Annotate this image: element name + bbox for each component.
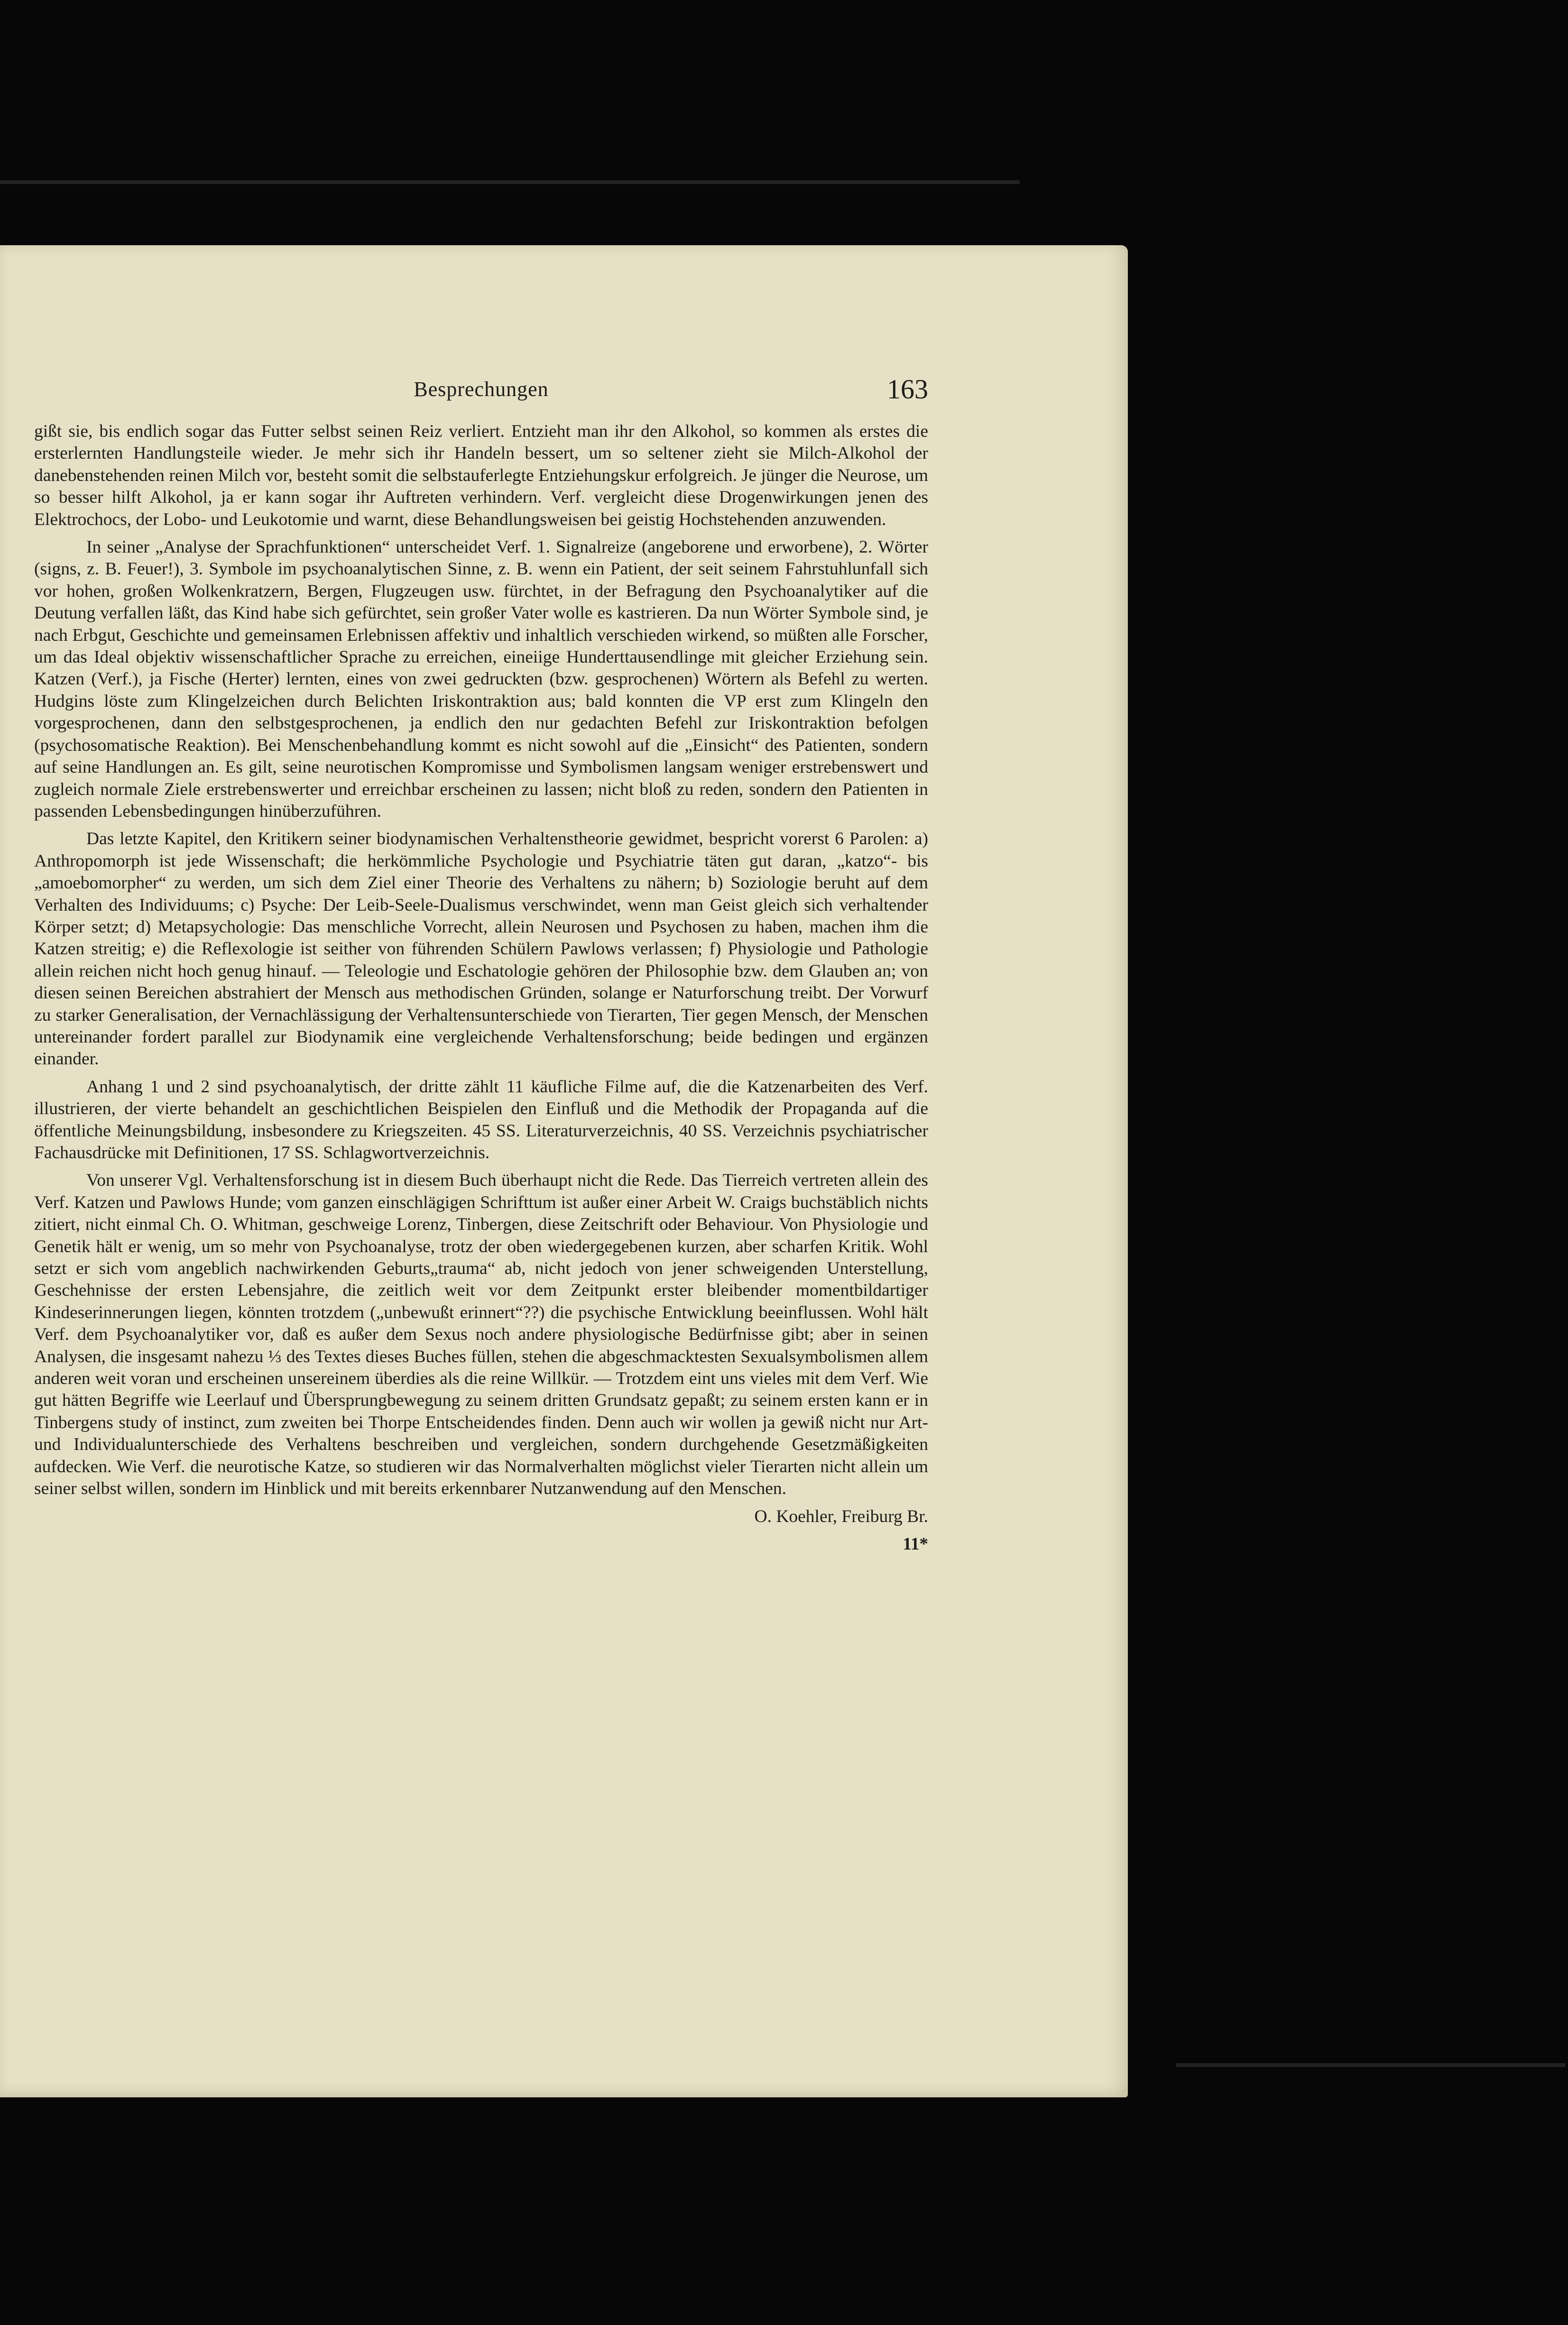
running-head [34, 373, 928, 411]
paragraph-4: Anhang 1 und 2 sind psychoanalytisch, der dritte zählt 11 käufliche Filme auf, die die Katzenarbeiten des Verf. illustrieren, der vierte behandelt an geschichtlichen Beispielen den Einfluß und die Methodik der Propaganda auf die öffentliche Meinungsbildung, insbesondere zu Kriegszeiten. 45 SS. Literaturverzeichnis, 40 SS. Verzeichnis psychiatrischer Fachausdrücke mit Definitionen, 17 SS. Schlagwortverzeichnis. [34, 1077, 928, 1162]
paragraph-1: gißt sie, bis endlich sogar das Futter selbst seinen Reiz verliert. Entzieht man ihr den Alkohol, so kommen als erstes die ersterlernten Handlungsteile wieder. Je mehr sich ihr Handeln bessert, um so seltener zieht sie Milch-Alkohol der danebenstehenden reinen Milch vor, besteht somit die selbstauferlegte Entziehungskur erfolgreich. Je jünger die Neurose, um so besser hilft Alkohol, ja er kann sogar ihr Auftreten verhindern. Verf. vergleicht diese Drogenwirkungen jenen des Elektrochocs, der Lobo- und Leukotomie und warnt, diese Behandlungsweisen bei geistig Hochstehenden anzuwenden. [34, 422, 928, 529]
signature-mark: 11* [903, 1534, 928, 1554]
paragraph-3: Das letzte Kapitel, den Kritikern seiner biodynamischen Verhaltenstheorie gewidmet, bespricht vorerst 6 Parolen: a) Anthropomorph ist jede Wissenschaft; die herkömmliche Psychologie und Psychiatrie täten gut daran, „katzo“- bis „amoebomorpher“ zu werden, um sich dem Ziel einer Theorie des Verhaltens zu nähern; b) Soziologie beruht auf dem Verhalten des Individuums; c) Psyche: Der Leib-Seele-Dualismus verschwindet, wenn man Geist gleich sich verhaltender Körper setzt; d) Metapsychologie: Das menschliche Vorrecht, allein Neurosen und Psychosen zu haben, machen ihm die Katzen streitig; e) die Reflexologie ist seither von führenden Schülern Pawlows verlassen; f) Physiologie und Pathologie allein reichen nicht hoch genug hinauf. — Teleologie und Eschatologie gehören der Philosophie bzw. dem Glauben an; von diesen seinen Bereichen abstrahiert der Mensch aus methodischen Gründen, solange er Naturforschung treibt. Der Vorwurf zu starker Generalisation, der Vernachlässigung der Verhaltensunterschiede von Tierarten, Tier gegen Mensch, der Menschen untereinander fordert parallel zur Biodynamik eine vergleichende Verhaltensforschung; beide bedingen und ergänzen einander. [34, 829, 928, 1069]
book-page [0, 245, 1128, 2097]
review-text [34, 421, 928, 1561]
paragraph-5: Von unserer Vgl. Verhaltensforschung ist in diesem Buch überhaupt nicht die Rede. Das Tierreich vertreten allein des Verf. Katzen und Pawlows Hunde; vom ganzen einschlägigen Schrifttum ist außer einer Arbeit W. Craigs buchstäblich nichts zitiert, nicht einmal Ch. O. Whitman, geschweige Lorenz, Tinbergen, diese Zeitschrift oder Behaviour. Von Physiologie und Genetik hält er wenig, um so mehr von Psychoanalyse, trotz der oben wiedergegebenen kurzen, aber scharfen Kritik. Wohl setzt er sich vom angeblich nachwirkenden Geburts„trauma“ ab, nicht jedoch von jener schweigenden Unterstellung, Geschehnisse der ersten Lebensjahre, die zeitlich weit vor dem Zeitpunkt erster bleibender momentbildartiger Kindeserinnerungen liegen, könnten trotzdem („unbewußt erinnert“??) die psychische Entwicklung beeinflussen. Wohl hält Verf. dem Psychoanalytiker vor, daß es außer dem Sexus noch andere physiologische Bedürfnisse gibt; aber in seinen Analysen, die insgesamt nahezu ⅓ des Textes dieses Buches füllen, stehen die abgeschmacktesten Sexualsymbolismen allem anderen weit voran und erscheinen unsereinem überdies als die reine Willkür. — Trotzdem eint uns vieles mit dem Verf. Wie gut hätten Begriffe wie Leerlauf und Übersprungbewegung zu seinem dritten Grundsatz gepaßt; zu seinem ersten kann er in Tinbergens study of instinct, zum zweiten bei Thorpe Entscheidendes finden. Denn auch wir wollen ja gewiß nicht nur Art- und Individualunterschiede des Verhaltens beschreiben und vergleichen, sondern durchgehende Gesetzmäßigkeiten aufdecken. Wie Verf. die neurotische Katze, so studieren wir das Normalverhalten möglichst vieler Tierarten nicht allein um seiner selbst willen, sondern im Hinblick und mit bereits erkennbarer Nutzanwendung auf den Menschen. [34, 1171, 928, 1499]
paragraph-2: In seiner „Analyse der Sprachfunktionen“ unterscheidet Verf. 1. Signalreize (angeborene und erworbene), 2. Wörter (signs, z. B. Feuer!), 3. Symbole im psychoanalytischen Sinne, z. B. wenn ein Patient, der seit seinem Fahrstuhlunfall sich vor hohen, großen Wolkenkratzern, Bergen, Flugzeugen usw. fürchtet, in der Befragung den Psychoanalytiker auf die Deutung verfallen läßt, das Kind habe sich gefürchtet, sein großer Vater wolle es kastrieren. Da nun Wörter Symbole sind, je nach Erbgut, Geschichte und gemeinsamen Erlebnissen affektiv und inhaltlich verschieden wirkend, so müßten alle Forscher, um das Ideal objektiv wissenschaftlicher Sprache zu erreichen, eineiige Hunderttausendlinge mit gleicher Erziehung sein. Katzen (Verf.), ja Fische (Herter) lernten, eines von zwei gedruckten (bzw. gesprochenen) Wörtern als Befehl zu werten. Hudgins löste zum Klingelzeichen durch Belichten Iriskontraktion aus; bald konnten die VP erst zum Klingeln den vorgesprochenen, dann den selbstgesprochenen, ja endlich den nur gedachten Befehl zur Iriskontraktion befolgen (psychosomatische Reaktion). Bei Menschenbehandlung kommt es nicht sowohl auf die „Einsicht“ des Patienten, sondern auf seine Handlungen an. Es gilt, seine neurotischen Kompromisse und Symbolismen langsam weniger erstrebenswert und zugleich normale Ziele erstrebenswerter und erreichbar erscheinen zu lassen; nicht bloß zu reden, sondern den Patienten in passenden Lebensbedingungen hinüberzuführen. [34, 537, 928, 821]
page-number: 163 [887, 374, 928, 405]
running-title: Besprechungen [414, 378, 549, 401]
scan-streak [0, 180, 1020, 184]
author-signature: O. Koehler, Freiburg Br. [754, 1506, 928, 1526]
scan-streak [1176, 2063, 1565, 2067]
